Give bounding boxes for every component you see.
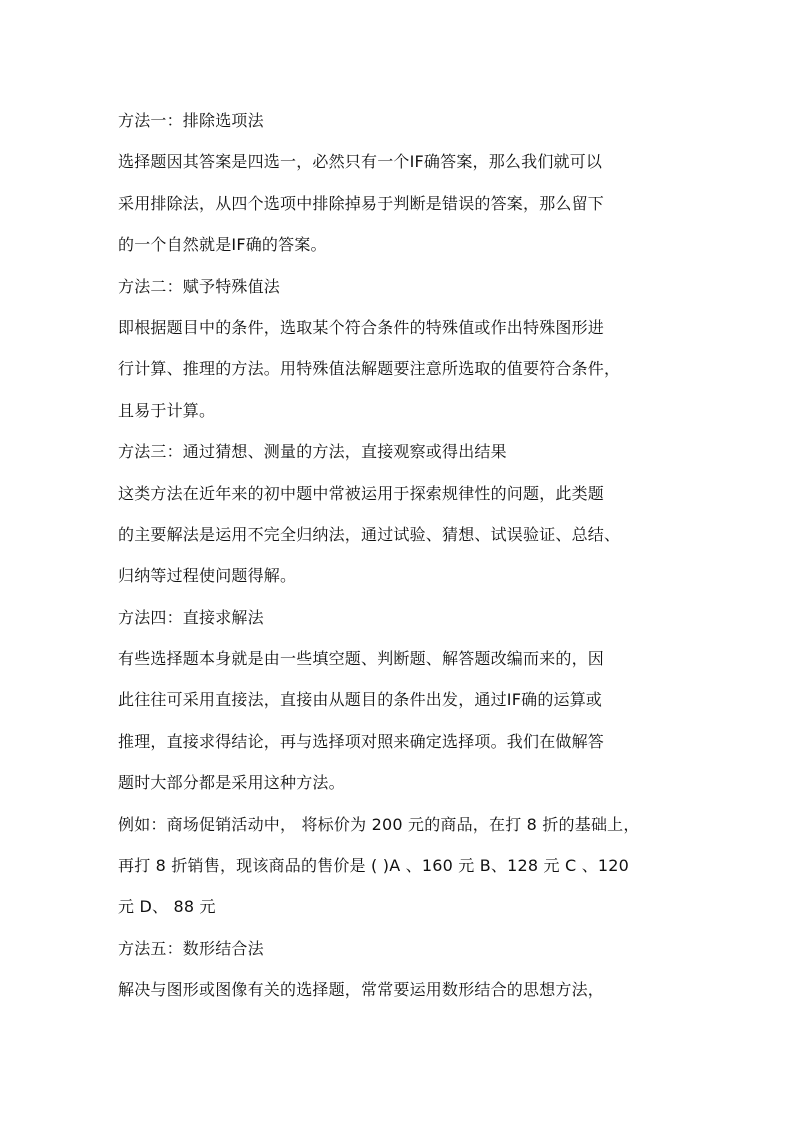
heading-method-2: 方法二：赋予特殊值法 [118, 276, 281, 296]
paragraph-line: 选择题因其答案是四选一，必然只有一个IF确答案，那么我们就可以 [118, 152, 603, 172]
paragraph-line: 的一个自然就是IF确的答案。 [118, 235, 327, 255]
heading-method-4: 方法四：直接求解法 [118, 607, 264, 627]
heading-method-3: 方法三：通过猜想、测量的方法，直接观察或得出结果 [118, 442, 507, 462]
paragraph-line: 推理，直接求得结论，再与选择项对照来确定选择项。我们在做解答 [118, 731, 605, 751]
paragraph-line: 此往往可采用直接法，直接由从题目的条件出发，通过IF确的运算或 [118, 690, 603, 710]
paragraph-line: 归纳等过程使问题得解。 [118, 566, 297, 586]
paragraph-line: 且易于计算。 [118, 400, 216, 420]
paragraph-line: 的主要解法是运用不完全归纳法，通过试验、猜想、试误验证、总结、 [118, 524, 621, 544]
paragraph-line: 即根据题目中的条件，选取某个符合条件的特殊值或作出特殊图形进 [118, 317, 605, 337]
paragraph-line: 有些选择题本身就是由一些填空题、判断题、解答题改编而来的，因 [118, 649, 605, 669]
paragraph-line: 采用排除法，从四个选项中排除掉易于判断是错误的答案，那么留下 [118, 193, 605, 213]
heading-method-5: 方法五：数形结合法 [118, 938, 264, 958]
example-line: 元 D、 88 元 [118, 897, 216, 917]
paragraph-line: 解决与图形或图像有关的选择题，常常要运用数形结合的思想方法， [118, 980, 605, 1000]
paragraph-line: 题时大部分都是采用这种方法。 [118, 773, 345, 793]
example-line: 再打 8 折销售，现该商品的售价是 ( )A 、160 元 B、128 元 C 、120 [118, 856, 630, 876]
example-line: 例如：商场促销活动中， 将标价为 200 元的商品，在打 8 折的基础上， [118, 814, 640, 834]
paragraph-line: 这类方法在近年来的初中题中常被运用于探索规律性的问题，此类题 [118, 483, 605, 503]
paragraph-line: 行计算、推理的方法。用特殊值法解题要注意所选取的值要符合条件， [118, 359, 621, 379]
document-body [118, 100, 688, 1011]
heading-method-1: 方法一：排除选项法 [118, 111, 264, 130]
